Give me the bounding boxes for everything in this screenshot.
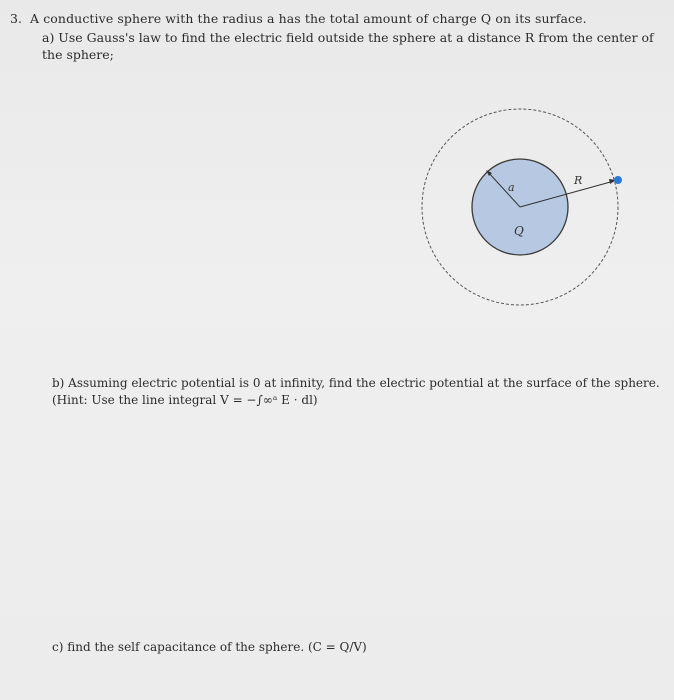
part-b-hint: (Hint: Use the line integral V = −∫∞ᵃ E · dl) [52,393,318,407]
question-stem: A conductive sphere with the radius a has the total amount of charge Q on its surface. [30,11,587,26]
sphere-diagram [418,104,638,314]
field-point-dot [614,176,622,184]
part-c-text: c) find the self capacitance of the sphere. (C = Q/V) [52,640,367,654]
part-b-text: b) Assuming electric potential is 0 at infinity, find the electric potential at the surface of the sphere. [52,376,660,390]
label-R: R [574,174,583,187]
question-number: 3. [10,11,22,26]
label-Q: Q [514,224,524,238]
part-b-block [52,375,667,409]
label-a: a [508,181,515,194]
part-a-text: a) Use Gauss's law to find the electric field outside the sphere at a distance R from the center of the sphere; [42,30,654,62]
